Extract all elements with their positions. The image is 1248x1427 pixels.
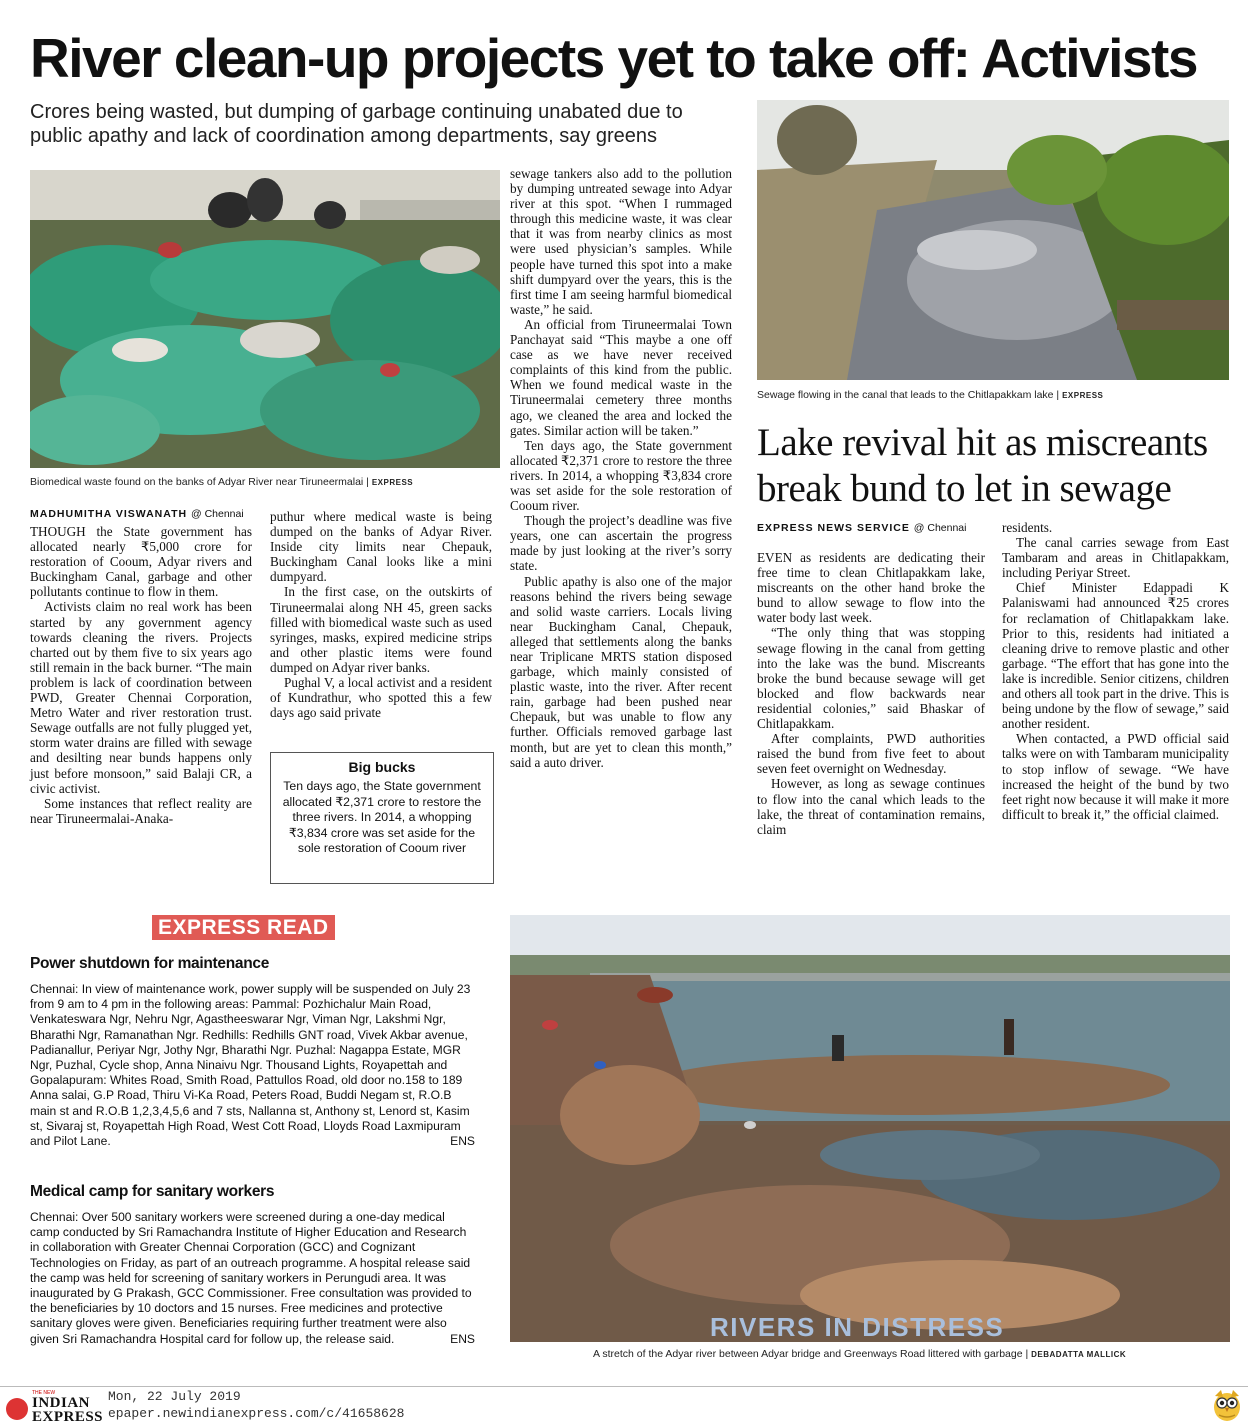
story1-col3-p3: Ten days ago, the State government allocated ₹2,371 crore to restore the three rivers. In 2014, a whopping ₹3,834 crore was set aside for the sole restoration of Cooum river. xyxy=(510,437,732,514)
owl-icon xyxy=(1212,1388,1242,1422)
story2-col2-p3: Chief Minister Edappadi K Palaniswami had announced ₹25 crores for reclamation of Chitlapakkam lake. Prior to this, residents had initiated a cleaning drive to remove plastic and other garbage. “The effort that has gone into the lake is incredible. Senior citizens, children and others all took part in the drive. This is being undone by the flow of sewage,” said another resident. xyxy=(1002,580,1229,732)
story1-col3-p1: sewage tankers also add to the pollution by dumping untreated sewage into Adyar river at this spot. “When I rummaged through this medicine waste, it was clear that it was from nearby clinics as most were used physician’s samples. While people have turned this spot into a make shift dumpyard over the years, this is the first time I am seeing harmful biomedical waste,” he said. xyxy=(510,166,732,317)
story2-col1-p2: “The only thing that was stopping sewage flowing in the canal from getting into the lake was the bund. Miscreants broke the bund because sewage will get blocked and flow backwards near residential colonies,” said Bhaskar of Chitlapakkam. xyxy=(757,625,985,732)
brief-2-sign: ENS xyxy=(450,1331,475,1346)
photo2-caption xyxy=(757,389,1103,401)
brief-2-body xyxy=(30,1210,475,1347)
story2-col2-p1: residents. xyxy=(1002,520,1053,535)
story1-col1-p1: THOUGH the State government has allocated nearly ₹5,000 crore for restoration of Cooum, Adyar rivers and Buckingham Canal, garbage and other pollutants continue to flow in them. xyxy=(30,524,252,600)
photo-adyar-river xyxy=(510,915,1230,1342)
story2-col2-p2: The canal carries sewage from East Tambaram and areas in Chitlapakkam, including Periyar Street. xyxy=(1002,535,1229,581)
photo1-caption xyxy=(30,476,413,488)
brief-1-text: Chennai: In view of maintenance work, power supply will be suspended on July 23 from 9 am to 4 pm in the following areas: Pammal: Pozhichalur Main Road, Venkateswara Ngr, Nehru Ngr, Agastheeswarar Ngr, Viman Ngr, Lakshmi Ngr, Bharathi Ngr, Ramanathan Ngr. Redhills: Redhills GNT road, Vivek Akbar avenue, Padianallur, Periyar Ngr, Jothy Ngr, Bharathi Ngr. Puzhal: Nagappa Estate, MGR Ngr, Puzhal, Cycle shop, Anna Ninaivu Ngr. Thousand Lights, Royapettah and Gopalapuram: Whites Road, Smith Road, Pattullos Road, old door no.158 to 189 Anna salai, G.P Road, Thiru Vi-Ka Road, Peters Road, Buddi Negam st, R.O.B main st and R.O.B 1,2,3,4,5,6 and 7 sts, Nallanna st, Anthony st, Lenord st, Kasim st, Sivaraj st, Royapettah High Road, West Cott Road, Lloyds Road Laxmipuram and Pilot Lane. xyxy=(30,982,471,1149)
deck: Crores being wasted, but dumping of garbage continuing unabated due to public apathy and lack of coordination among departments, say greens xyxy=(30,101,683,147)
story2-column-1 xyxy=(757,550,985,837)
story1-col3-p2: An official from Tiruneermalai Town Panchayat said “This maybe a one off case as we have never received complaints of this kind from the public. When we found medical waste in the Tiruneermalai cemetery three months ago, we cleaned the area and locked the gates. Similar action will be taken.” xyxy=(510,316,732,438)
story2-byline xyxy=(757,522,966,534)
big-bucks-box xyxy=(270,752,494,884)
story2-byline-name: EXPRESS NEWS SERVICE xyxy=(757,522,910,534)
photo3-credit: DEBADATTA MALLICK xyxy=(1031,1350,1127,1359)
story1-byline-name: MADHUMITHA VISWANATH xyxy=(30,508,188,520)
photo-biomedical-waste xyxy=(30,170,500,468)
footer-url[interactable]: epaper.newindianexpress.com/c/41658628 xyxy=(108,1406,405,1421)
story1-col1-p3: Some instances that reflect reality are near Tiruneermalai-Anaka- xyxy=(30,795,252,826)
footer-rule xyxy=(0,1386,1248,1387)
express-read-tag xyxy=(152,916,335,940)
big-bucks-title: Big bucks xyxy=(348,759,416,775)
brief-2-title: Medical camp for sanitary workers xyxy=(30,1183,275,1200)
photo1-credit: EXPRESS xyxy=(371,478,414,487)
photo2-credit: EXPRESS xyxy=(1062,391,1104,400)
story1-col2-p1: puthur where medical waste is being dumped on the banks of Adyar River. Inside city limits near Chepauk, Buckingham Canal looks like a mini dumpyard. xyxy=(270,509,492,585)
story2-col2-p4: When contacted, a PWD official said talks were on with Tambaram municipality to stop inflow of sewage. “We have increased the height of the bund by two feet right now because it will make it more difficult to break it,” the official claimed. xyxy=(1002,731,1229,822)
story1-column-2 xyxy=(270,509,492,720)
footer-info xyxy=(108,1388,404,1422)
story2-col1-p3: After complaints, PWD authorities raised the bund from five feet to about seven feet overnight on Wednesday. xyxy=(757,731,985,777)
brief-1-title: Power shutdown for maintenance xyxy=(30,955,270,972)
photo2-caption-text: Sewage flowing in the canal that leads to the Chitlapakkam lake | xyxy=(757,389,1063,401)
story1-col3-p5: Public apathy is also one of the major reasons behind the rivers being sewage and solid waste carriers. Locals living near Buckingham Canal, Chepauk, alleged that settlements along the banks near Triplicane MRTS station disposed garbage, which mainly consisted of plastic waste, into the river. After recent rain, garbage had been pushed near Chepauk, but was unable to flow any further. Officials removed garbage last month, but are yet to clean this month,” said a auto driver. xyxy=(510,573,732,770)
photo3-caption-text: A stretch of the Adyar river between Adyar bridge and Greenways Road littered with garbage | xyxy=(593,1348,1032,1360)
photo-sewage-canal xyxy=(757,100,1229,380)
story2-column-2 xyxy=(1002,520,1229,822)
story2-headline: Lake revival hit as miscreants break bund to let in sewage xyxy=(757,421,1208,510)
story1-col2-p2: In the first case, on the outskirts of Tiruneermalai along NH 45, green sacks filled with biomedical waste such as used syringes, masks, expired medicine strips and other plastic items were found dumped on Adyar river banks. xyxy=(270,584,492,675)
story1-column-3 xyxy=(510,166,732,770)
story1-byline xyxy=(30,508,244,520)
rivers-in-distress-label: RIVERS IN DISTRESS xyxy=(710,1312,1005,1342)
photo1-caption-text: Biomedical waste found on the banks of Adyar River near Tiruneermalai | xyxy=(30,476,372,488)
photo3-caption xyxy=(593,1348,1126,1360)
headline: River clean-up projects yet to take off: Activists xyxy=(30,27,1197,89)
story1-byline-location: @ Chennai xyxy=(191,508,244,520)
story1-col2-p3: Pughal V, a local activist and a resident of Kundrathur, who spotted this a few days ago said private xyxy=(270,675,492,721)
brief-2-text: Chennai: Over 500 sanitary workers were screened during a one-day medical camp conducted by Sri Ramachandra Institute of Higher Education and Research in collaboration with Greater Chennai Corporation (GCC) and Cognizant Technologies on Friday, as part of an outreach programme. A hospital release said the camp was held for screening of sanitary workers in Perungudi area. It was inaugurated by G Prakash, GCC Commissioner. Free consultation was provided to the beneficiaries by 10 doctors and 15 nurses. Free medicines and protective sanitary gloves were given. Beneficiaries requiring further treatment were also given Sri Ramachandra Hospital card for follow up, the release said. xyxy=(30,1210,472,1346)
story1-col3-p4: Though the project’s deadline was five years, one can ascertain the progress made by just looking at the river’s sorry state. xyxy=(510,513,732,574)
brief-1-sign: ENS xyxy=(450,1134,475,1149)
story1-column-1 xyxy=(30,524,252,826)
logo-red-circle xyxy=(6,1398,28,1420)
brief-1-body xyxy=(30,982,475,1149)
logo-small-text: THE NEW xyxy=(32,1390,56,1396)
footer-date: Mon, 22 July 2019 xyxy=(108,1389,241,1404)
logo-line-2: EXPRESS xyxy=(32,1409,104,1425)
logo-line-1: INDIAN xyxy=(32,1395,91,1411)
big-bucks-body: Ten days ago, the State government allocated ₹2,371 crore to restore the three rivers. In 2014, a whopping ₹3,834 crore was set aside for the sole restoration of Cooum river xyxy=(282,779,482,856)
story2-byline-location: @ Chennai xyxy=(913,522,967,534)
story2-col1-p4: However, as long as sewage continues to flow into the canal which leads to the lake, the threat of contamination remains, claim xyxy=(757,776,985,837)
express-read-tag-text: EXPRESS READ xyxy=(152,915,335,940)
story1-col1-p2: Activists claim no real work has been started by any government agency towards cleaning the rivers. Projects charted out by them five to six years ago still remain in the back burner. “The main problem is lack of coordination between PWD, Greater Chennai Corporation, Metro Water and river restoration trust. Sewage outfalls are not fully plugged yet, storm water drains are filled with sewage and desilting near bunds happens only just before monsoon,” said Balaji CR, a civic activist. xyxy=(30,599,252,796)
story2-col1-p1: EVEN as residents are dedicating their free time to clean Chitlapakkam lake, miscreants on the other hand broke the bund to allow sewage to flow into the water body last week. xyxy=(757,550,985,626)
